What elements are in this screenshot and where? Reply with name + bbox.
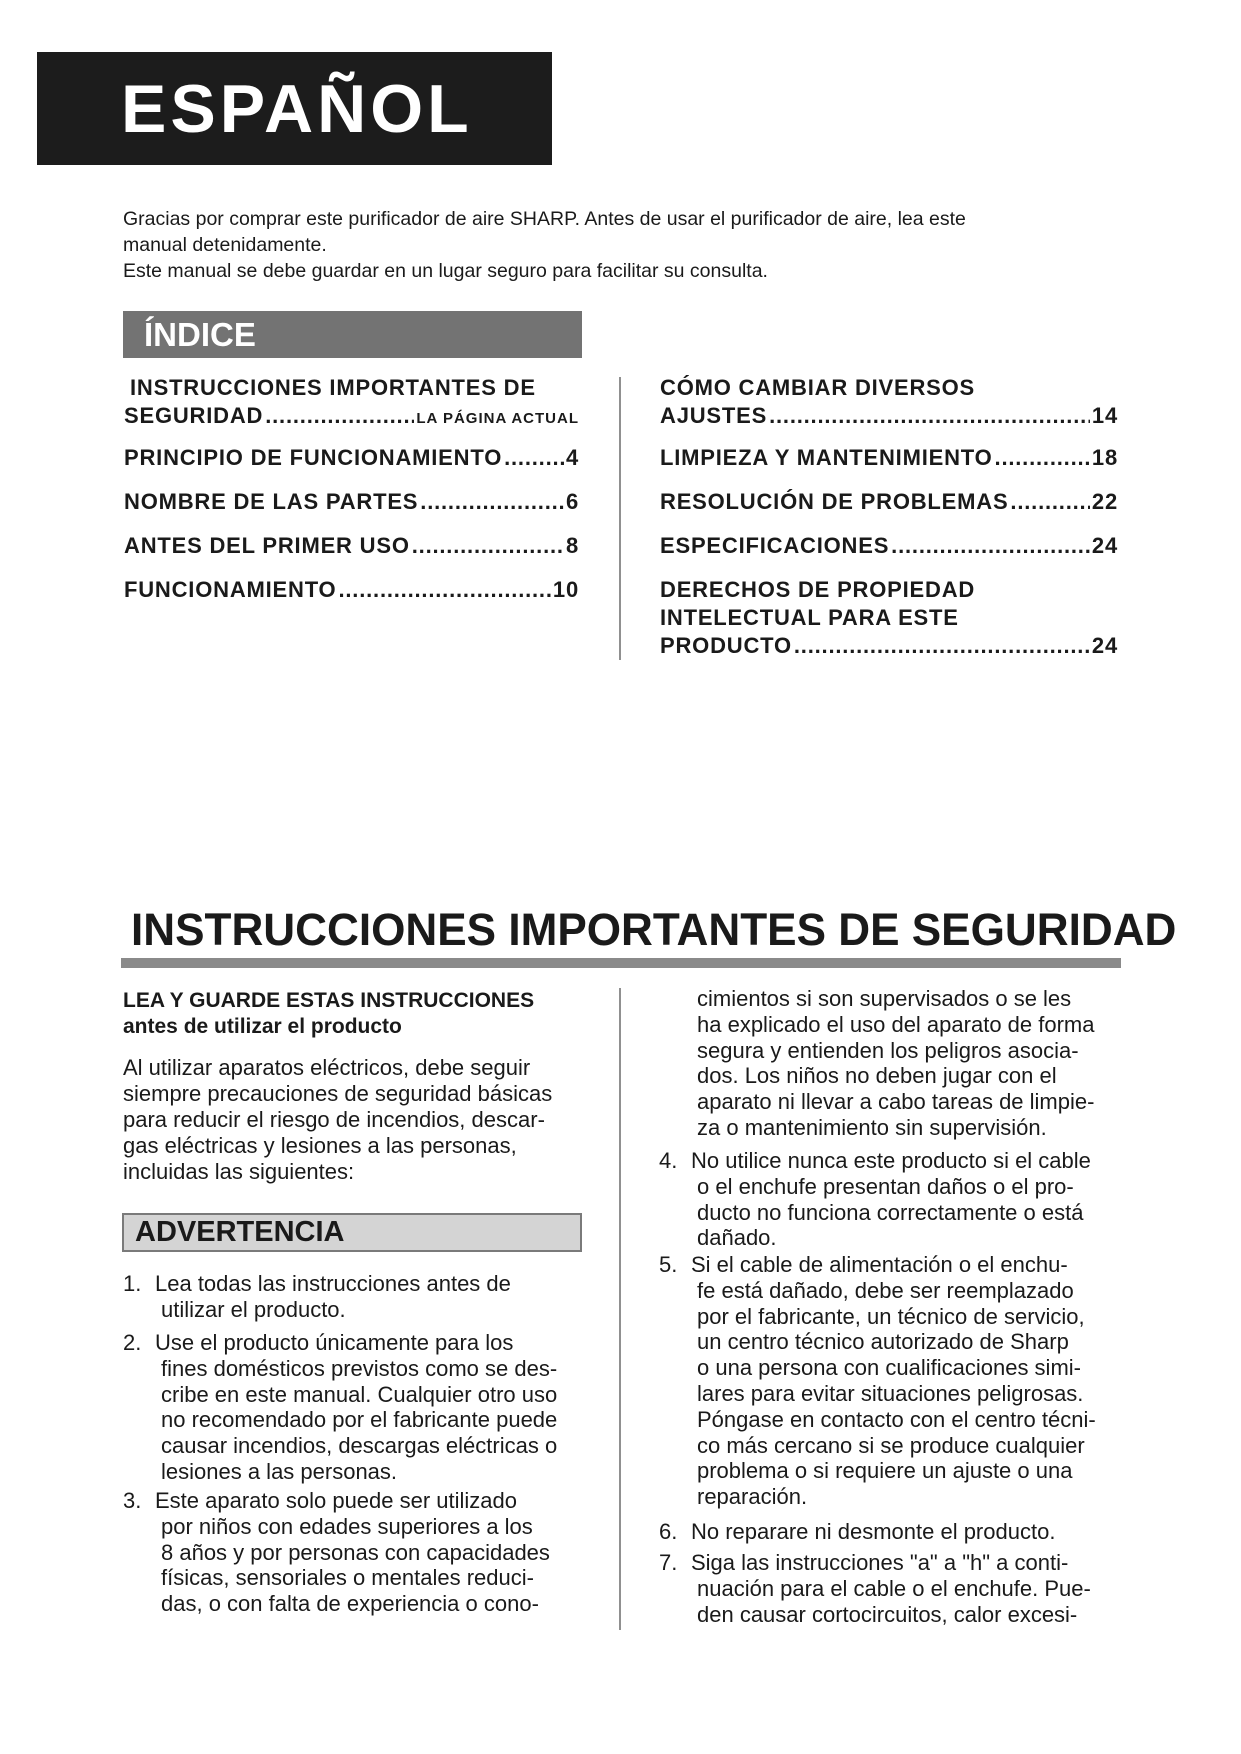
toc-item-title: FUNCIONAMIENTO [124, 577, 337, 602]
item-number: 5. [659, 1252, 678, 1277]
toc-leader [504, 444, 564, 472]
item-line: lares para evitar situaciones peligrosas. [697, 1380, 1084, 1406]
item-line: fines domésticos previstos como se des- [161, 1355, 558, 1381]
list-item-7 [659, 1550, 1129, 1627]
item-line: aparato ni llevar a cabo tareas de limpie- [697, 1089, 1095, 1115]
toc-item-title: RESOLUCIÓN DE PROBLEMAS [660, 489, 1009, 514]
list-item-4 [659, 1148, 1129, 1251]
toc-page-number: 24 [1091, 533, 1118, 558]
list-item-1 [123, 1271, 603, 1323]
toc-leader [412, 532, 564, 560]
item-line: o una persona con cualificaciones simi- [697, 1355, 1081, 1381]
toc-item-limpieza[interactable] [660, 444, 1118, 472]
read-save-notice [123, 988, 603, 1040]
intro-line: manual detenidamente. [123, 234, 327, 256]
item-line: problema o si requiere un ajuste o una [697, 1458, 1073, 1484]
item-line: No utilice nunca este producto si el cable [691, 1148, 1091, 1173]
item-number: 6. [659, 1519, 678, 1544]
toc-page-number: 6 [565, 489, 579, 514]
item-line: o el enchufe presentan daños o el pro- [697, 1173, 1074, 1199]
list-item-3 [123, 1488, 603, 1617]
list-item-3-continued [659, 986, 1129, 1141]
paragraph-line: gas eléctricas y lesiones a las personas, [123, 1133, 517, 1158]
index-title: ÍNDICE [144, 315, 256, 353]
toc-item-title: NOMBRE DE LAS PARTES [124, 489, 419, 514]
toc-item-title: DERECHOS DE PROPIEDAD [660, 577, 976, 602]
column-divider [619, 988, 621, 1630]
warning-label: ADVERTENCIA [135, 1216, 345, 1248]
item-line: Siga las instrucciones "a" a "h" a conti- [691, 1550, 1069, 1575]
toc-item-especificaciones[interactable] [660, 532, 1118, 560]
warning-heading [122, 1213, 582, 1252]
item-line: por niños con edades superiores a los [161, 1513, 533, 1539]
item-line: ducto no funciona correctamente o está [697, 1199, 1084, 1225]
list-item-2 [123, 1330, 603, 1485]
toc-leader [265, 402, 414, 430]
toc-item-funcionamiento[interactable] [124, 576, 579, 604]
item-line: Póngase en contacto con el centro técni- [697, 1406, 1096, 1432]
intro-text [123, 206, 1083, 284]
item-number: 3. [123, 1488, 142, 1513]
toc-leader [769, 402, 1090, 430]
item-line: nuación para el cable o el enchufe. Pue- [697, 1575, 1091, 1601]
item-line: utilizar el producto. [161, 1296, 346, 1322]
general-paragraph [123, 1055, 593, 1185]
toc-item-title: CÓMO CAMBIAR DIVERSOS [660, 375, 976, 400]
toc-item-title: INTELECTUAL PARA ESTE [660, 605, 959, 630]
item-number: 7. [659, 1550, 678, 1575]
section-rule [121, 958, 1121, 968]
list-item-5 [659, 1252, 1129, 1510]
toc-page-number: 22 [1091, 489, 1118, 514]
toc-page-number: 24 [1091, 633, 1118, 658]
item-line: 8 años y por personas con capacidades [161, 1539, 550, 1565]
item-line: segura y entienden los peligros asocia- [697, 1037, 1079, 1063]
toc-item-ajustes[interactable] [660, 374, 1118, 430]
item-line: un centro técnico autorizado de Sharp [697, 1329, 1069, 1355]
toc-item-derechos[interactable] [660, 576, 1118, 660]
item-line: cimientos si son supervisados o se les [697, 986, 1072, 1011]
toc-item-title: LIMPIEZA Y MANTENIMIENTO [660, 445, 993, 470]
read-save-line: antes de utilizar el producto [123, 1015, 402, 1038]
toc-item-problemas[interactable] [660, 488, 1118, 516]
item-line: reparación. [697, 1484, 808, 1510]
language-title: ESPAÑOL [121, 70, 473, 147]
toc-item-title: ANTES DEL PRIMER USO [124, 533, 410, 558]
item-line: Este aparato solo puede ser utilizado [155, 1488, 518, 1513]
item-line: físicas, sensoriales o mentales reduci- [161, 1565, 534, 1591]
toc-leader [1010, 488, 1090, 516]
item-line: dos. Los niños no deben jugar con el [697, 1063, 1057, 1089]
item-line: Use el producto únicamente para los [155, 1330, 514, 1355]
item-line: ha explicado el uso del aparato de forma [697, 1011, 1095, 1037]
index-header [123, 311, 582, 358]
toc-item-title: ESPECIFICACIONES [660, 533, 890, 558]
toc-leader [995, 444, 1090, 472]
paragraph-line: incluidas las siguientes: [123, 1159, 355, 1184]
toc-leader [420, 488, 564, 516]
toc-item-title: SEGURIDAD [124, 403, 264, 428]
list-item-6 [659, 1519, 1129, 1545]
paragraph-line: para reducir el riesgo de incendios, descar- [123, 1107, 545, 1132]
toc-item-nombre-partes[interactable] [124, 488, 579, 516]
toc-item-title: PRODUCTO [660, 633, 792, 658]
item-line: por el fabricante, un técnico de servicio, [697, 1303, 1085, 1329]
item-line: No reparare ni desmonte el producto. [691, 1519, 1056, 1544]
item-line: cribe en este manual. Cualquier otro uso [161, 1381, 558, 1407]
item-line: Si el cable de alimentación o el enchu- [691, 1252, 1068, 1277]
item-number: 4. [659, 1148, 678, 1173]
language-banner [37, 52, 552, 165]
toc-item-title: AJUSTES [660, 403, 768, 428]
item-line: dañado. [697, 1225, 777, 1251]
toc-page-number: 18 [1091, 445, 1118, 470]
item-number: 2. [123, 1330, 142, 1355]
item-line: co más cercano si se produce cualquier [697, 1432, 1085, 1458]
toc-divider [619, 377, 621, 660]
toc-page-number: 10 [552, 577, 579, 602]
item-line: den causar cortocircuitos, calor excesi- [697, 1601, 1078, 1627]
toc-leader [338, 576, 550, 604]
toc-page-number: LA PÁGINA ACTUAL [416, 410, 579, 427]
item-line: das, o con falta de experiencia o cono- [161, 1591, 539, 1617]
toc-leader [794, 632, 1090, 660]
read-save-line: LEA Y GUARDE ESTAS INSTRUCCIONES [123, 989, 535, 1012]
item-line: fe está dañado, debe ser reemplazado [697, 1277, 1074, 1303]
item-line: lesiones a las personas. [161, 1458, 398, 1484]
item-line: causar incendios, descargas eléctricas o [161, 1433, 558, 1459]
toc-page-number: 14 [1091, 403, 1118, 428]
intro-line: Gracias por comprar este purificador de aire SHARP. Antes de usar el purificador de aire, lea este [123, 208, 966, 230]
toc-item-title: INSTRUCCIONES IMPORTANTES DE [130, 375, 536, 400]
item-line: za o mantenimiento sin supervisión. [697, 1114, 1047, 1140]
toc-item-seguridad[interactable] [124, 374, 579, 433]
toc-item-title: PRINCIPIO DE FUNCIONAMIENTO [124, 445, 503, 470]
paragraph-line: Al utilizar aparatos eléctricos, debe seguir [123, 1055, 531, 1080]
toc-item-primer-uso[interactable] [124, 532, 579, 560]
item-number: 1. [123, 1271, 142, 1296]
section-title: INSTRUCCIONES IMPORTANTES DE SEGURIDAD [131, 904, 1177, 955]
intro-line: Este manual se debe guardar en un lugar seguro para facilitar su consulta. [123, 260, 768, 282]
toc-page-number: 8 [565, 533, 579, 558]
toc-page-number: 4 [565, 445, 579, 470]
item-line: Lea todas las instrucciones antes de [155, 1271, 511, 1296]
toc-item-principio[interactable] [124, 444, 579, 472]
toc-leader [891, 532, 1090, 560]
paragraph-line: siempre precauciones de seguridad básicas [123, 1081, 553, 1106]
item-line: no recomendado por el fabricante puede [161, 1407, 558, 1433]
